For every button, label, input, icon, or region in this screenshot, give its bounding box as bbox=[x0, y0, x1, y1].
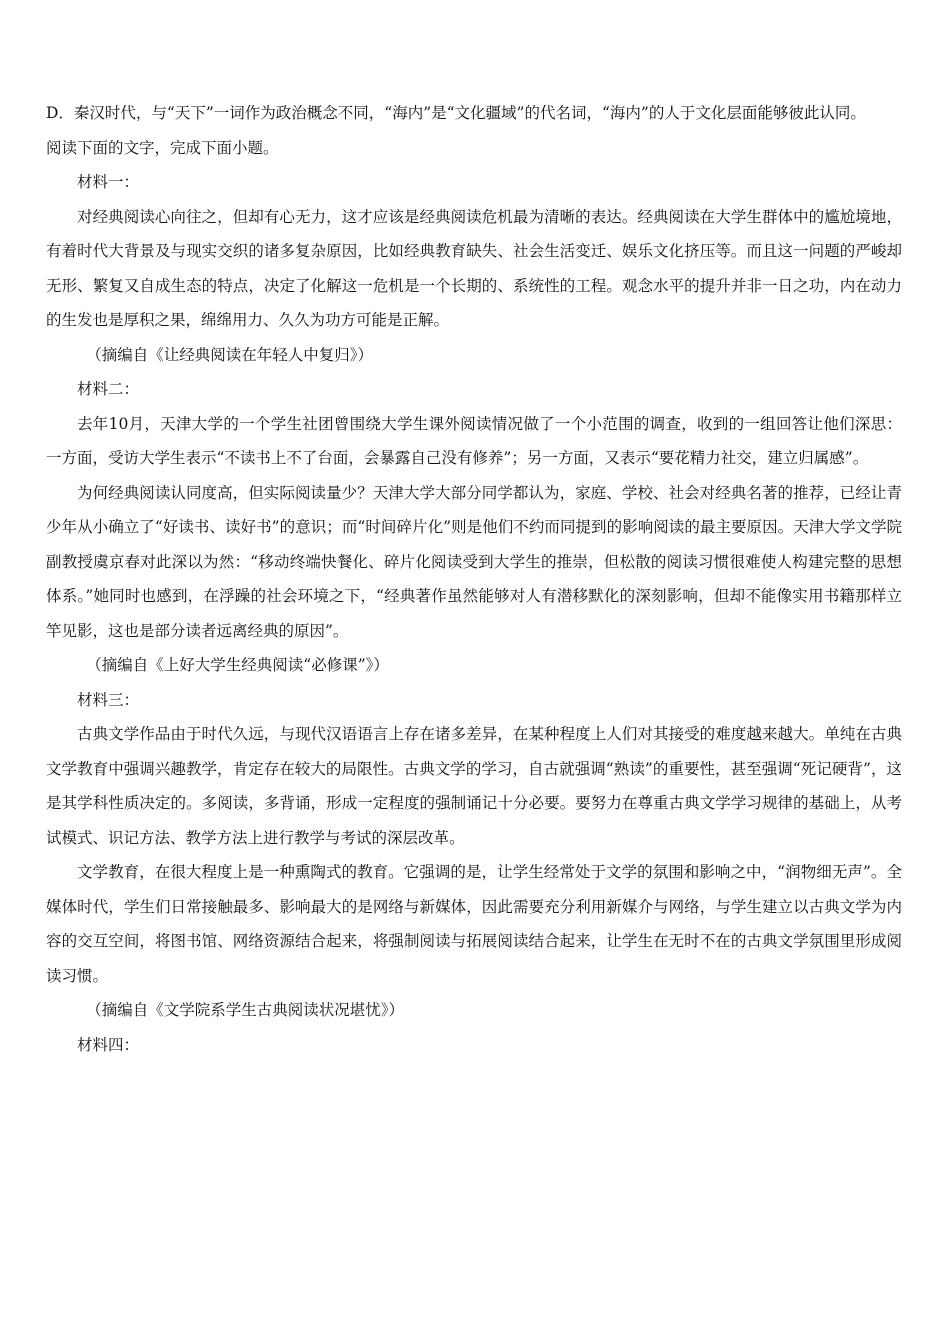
material1-paragraph: 对经典阅读心向往之，但却有心无力，这才应该是经典阅读危机最为清晰的表达。经典阅读在大学生群体中的尴尬境地，有着时代大背景及与现实交织的诸多复杂原因，比如经典教育缺失、社会生活变迁、娱乐文化挤压等。而且这一问题的严峻却无形、繁复又自成生态的特点，决定了化解这一危机是一个长期的、系统性的工程。观念水平的提升并非一日之功，内在动力的生发也是厚积之果，绵绵用力、久久为功方可能是正解。 bbox=[46, 207, 902, 329]
option-d-text: D．秦汉时代，与“天下”一词作为政治概念不同，“海内”是“文化疆域”的代名词，“海内”的人于文化层面能够彼此认同。 bbox=[46, 104, 866, 122]
material3-paragraph-2: 文学教育，在很大程度上是一种熏陶式的教育。它强调的是，让学生经常处于文学的氛围和影响之中，“润物细无声”。全媒体时代，学生们日常接触最多、影响最大的是网络与新媒体，因此需要充分利用新媒介与网络，与学生建立以古典文学为内容的交互空间，将图书馆、网络资源结合起来，将强制阅读与拓展阅读结合起来，让学生在无时不在的古典文学氛围里形成阅读习惯。 bbox=[46, 863, 902, 985]
material3-paragraph-1: 古典文学作品由于时代久远，与现代汉语语言上存在诸多差异，在某种程度上人们对其接受的难度越来越大。单纯在古典文学教育中强调兴趣教学，肯定存在较大的局限性。古典文学的学习，自古就强调“熟读”的重要性，甚至强调“死记硬背”，这是其学科性质决定的。多阅读，多背诵，形成一定程度的强制诵记十分必要。要努力在尊重古典文学学习规律的基础上，从考试模式、识记方法、教学方法上进行教学与考试的深层改革。 bbox=[46, 725, 902, 847]
material1-label: 材料一： bbox=[77, 173, 140, 191]
material3-label: 材料三： bbox=[77, 690, 140, 709]
material1-source: （摘编自《让经典阅读在年轻人中复归》） bbox=[86, 345, 374, 364]
material3-source: （摘编自《文学院系学生古典阅读状况堪忧》） bbox=[86, 1001, 405, 1019]
material2-paragraph-2: 为何经典阅读认同度高，但实际阅读量少？天津大学大部分同学都认为，家庭、学校、社会对经典名著的推荐，已经让青少年从小确立了“好读书、读好书”的意识；而“时间碎片化”则是他们不约而同提到的影响阅读的最主要原因。天津大学文学院副教授虞京春对此深以为然：“移动终端快餐化、碎片化阅读受到大学生的推崇，但松散的阅读习惯很难使人构建完整的思想体系。”她同时也感到，在浮躁的社会环境之下，“经典著作虽然能够对人有潜移默化的深刻影响，但却不能像实用书籍那样立竿见影，这也是部分读者远离经典的原因”。 bbox=[46, 483, 902, 640]
material2-paragraph-1: 去年10月，天津大学的一个学生社团曾围绕大学生课外阅读情况做了一个小范围的调查，收到的一组回答让他们深思：一方面，受访大学生表示“不读书上不了台面，会暴露自己没有修养”；另一方面，又表示“要花精力社交，建立归属感”。 bbox=[46, 414, 902, 467]
instruction-text: 阅读下面的文字，完成下面小题。 bbox=[46, 138, 279, 157]
material2-source: （摘编自《上好大学生经典阅读“必修课”》） bbox=[86, 656, 389, 674]
material4-label: 材料四： bbox=[77, 1035, 140, 1054]
material2-label: 材料二： bbox=[77, 380, 140, 398]
